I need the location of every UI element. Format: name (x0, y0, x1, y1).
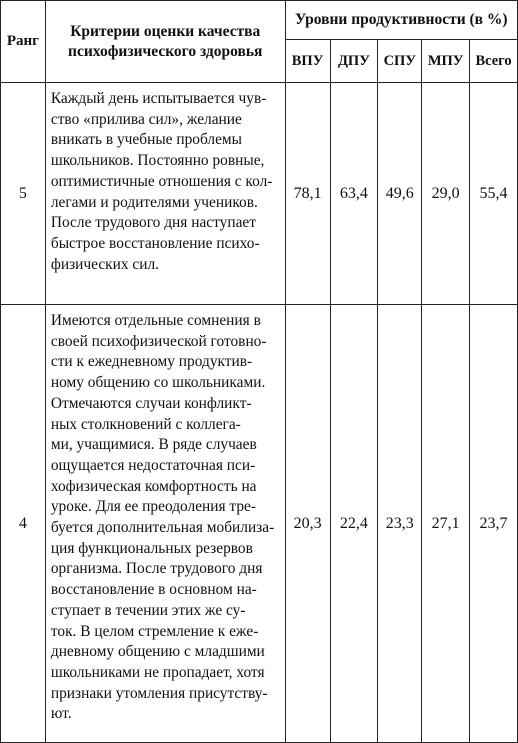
header-criteria-line1: Критерии оценки качества (70, 22, 261, 40)
header-col-dpu: ДПУ (330, 40, 378, 83)
value-mpu: 29,0 (422, 83, 470, 305)
header-criteria (45, 1, 285, 83)
criteria-line: оптимистичные отношения с кол- (50, 172, 273, 190)
criteria-line: ют. (50, 705, 72, 723)
criteria-line: ощущается недостаточная пси- (50, 456, 256, 474)
criteria-line: буется дополнительная мобилиза- (50, 519, 275, 537)
criteria-line: школьников. Постоянно ровные, (50, 152, 265, 170)
rank-cell: 4 (1, 305, 46, 743)
criteria-line: организма. После трудового дня (50, 560, 263, 578)
header-rank: Ранг (1, 1, 46, 83)
value-dpu: 63,4 (330, 83, 378, 305)
criteria-line: ток. В целом стремление к еже- (50, 622, 259, 640)
value-spu: 23,3 (378, 305, 422, 743)
criteria-line: школьниками не пропадает, хотя (50, 663, 265, 681)
criteria-line: ция функциональных резервов (50, 539, 253, 557)
value-vpu: 20,3 (285, 305, 330, 743)
criteria-line: своей психофизической готовно- (50, 332, 267, 350)
header-col-spu: СПУ (378, 40, 422, 83)
criteria-line: признаки утомления присутству- (50, 684, 268, 702)
value-vpu: 78,1 (285, 83, 330, 305)
table-row (1, 83, 518, 305)
header-col-mpu: МПУ (422, 40, 470, 83)
criteria-line: восстановление в основном на- (50, 581, 257, 599)
value-mpu: 27,1 (422, 305, 470, 743)
criteria-cell (45, 83, 285, 305)
criteria-line: ступает в течении этих же су- (50, 601, 246, 619)
criteria-line: После трудового дня наступает (50, 214, 256, 232)
criteria-line: ному общению со школьниками. (50, 374, 266, 392)
header-levels: Уровни продуктивности (в %) (285, 1, 517, 40)
value-dpu: 22,4 (330, 305, 378, 743)
criteria-line: дневному общению с младшими (50, 643, 265, 661)
criteria-line: легами и родителями учеников. (50, 193, 258, 211)
header-col-vpu: ВПУ (285, 40, 330, 83)
criteria-line: Отмечаются случаи конфликт- (50, 394, 252, 412)
criteria-cell (45, 305, 285, 743)
criteria-line: хофизическая комфортность на (50, 477, 257, 495)
criteria-line: уроке. Для ее преодоления тре- (50, 498, 256, 516)
criteria-line: ми, учащимися. В ряде случаев (50, 436, 257, 454)
value-spu: 49,6 (378, 83, 422, 305)
criteria-line: ных столкновений с коллега- (50, 415, 241, 433)
criteria-line: вникать в учебные проблемы (50, 131, 243, 149)
criteria-line: Имеются отдельные сомнения в (50, 312, 261, 329)
criteria-line: Каждый день испытывается чув- (50, 90, 267, 107)
criteria-line: физических сил. (50, 255, 160, 273)
header-col-total: Всего (470, 40, 518, 83)
criteria-line: быстрое восстановление психо- (50, 234, 260, 252)
rank-cell: 5 (1, 83, 46, 305)
header-criteria-line2: психофизического здоровья (68, 42, 263, 60)
criteria-line: ство «прилива сил», желание (50, 110, 242, 128)
table-row (1, 305, 518, 743)
value-total: 23,7 (470, 305, 518, 743)
criteria-line: сти к ежедневному продуктив- (50, 353, 253, 371)
value-total: 55,4 (470, 83, 518, 305)
